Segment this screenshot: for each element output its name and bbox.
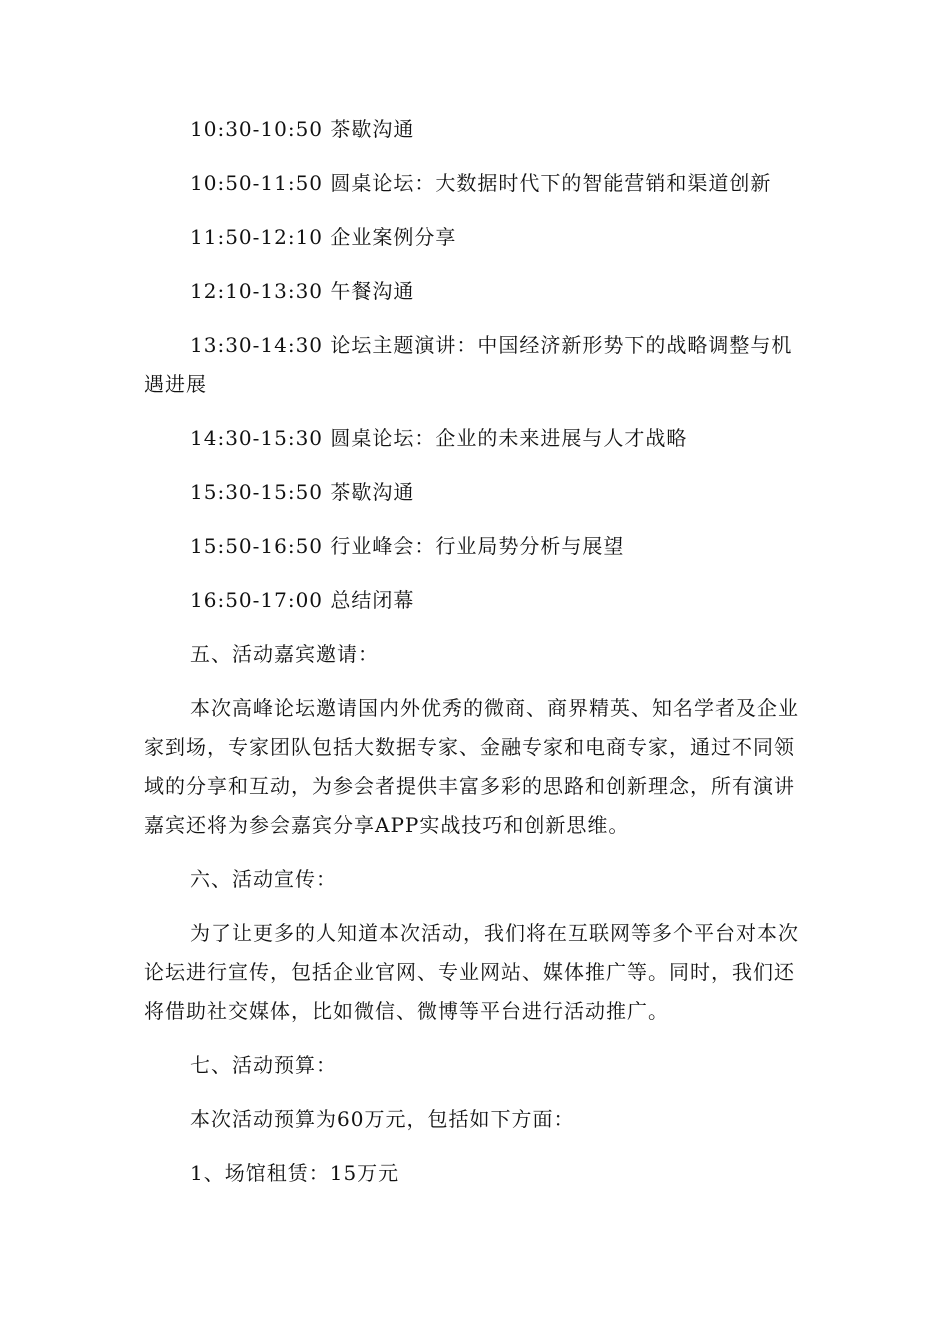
schedule-item: 16:50-17:00 总结闭幕 xyxy=(190,588,415,612)
budget-item: 1、场馆租赁：15万元 xyxy=(190,1161,400,1185)
document-body xyxy=(144,110,804,1208)
section-body-promotion: 为了让更多的人知道本次活动，我们将在互联网等多个平台对本次论坛进行宣传，包括企业官网、专业网站、媒体推广等。同时，我们还将借助社交媒体，比如微信、微博等平台进行活动推广。 xyxy=(144,921,799,1023)
section-heading-guests: 五、活动嘉宾邀请： xyxy=(190,642,379,666)
schedule-item: 11:50-12:10 企业案例分享 xyxy=(190,225,457,249)
schedule-item: 12:10-13:30 午餐沟通 xyxy=(190,279,415,303)
schedule-item: 15:50-16:50 行业峰会：行业局势分析与展望 xyxy=(190,534,625,558)
section-heading-budget: 七、活动预算： xyxy=(190,1053,337,1077)
schedule-item: 10:30-10:50 茶歇沟通 xyxy=(190,117,415,141)
section-heading-promotion: 六、活动宣传： xyxy=(190,867,337,891)
schedule-item: 14:30-15:30 圆桌论坛：企业的未来进展与人才战略 xyxy=(190,426,688,450)
schedule-item: 10:50-11:50 圆桌论坛：大数据时代下的智能营销和渠道创新 xyxy=(190,171,772,195)
section-body-budget: 本次活动预算为60万元，包括如下方面： xyxy=(190,1107,575,1131)
schedule-item: 15:30-15:50 茶歇沟通 xyxy=(190,480,415,504)
section-body-guests: 本次高峰论坛邀请国内外优秀的微商、商界精英、知名学者及企业家到场，专家团队包括大数据专家、金融专家和电商专家，通过不同领域的分享和互动，为参会者提供丰富多彩的思路和创新理念，所有演讲嘉宾还将为参会嘉宾分享APP实战技巧和创新思维。 xyxy=(144,696,799,837)
schedule-item: 13:30-14:30 论坛主题演讲：中国经济新形势下的战略调整与机遇进展 xyxy=(144,333,793,396)
